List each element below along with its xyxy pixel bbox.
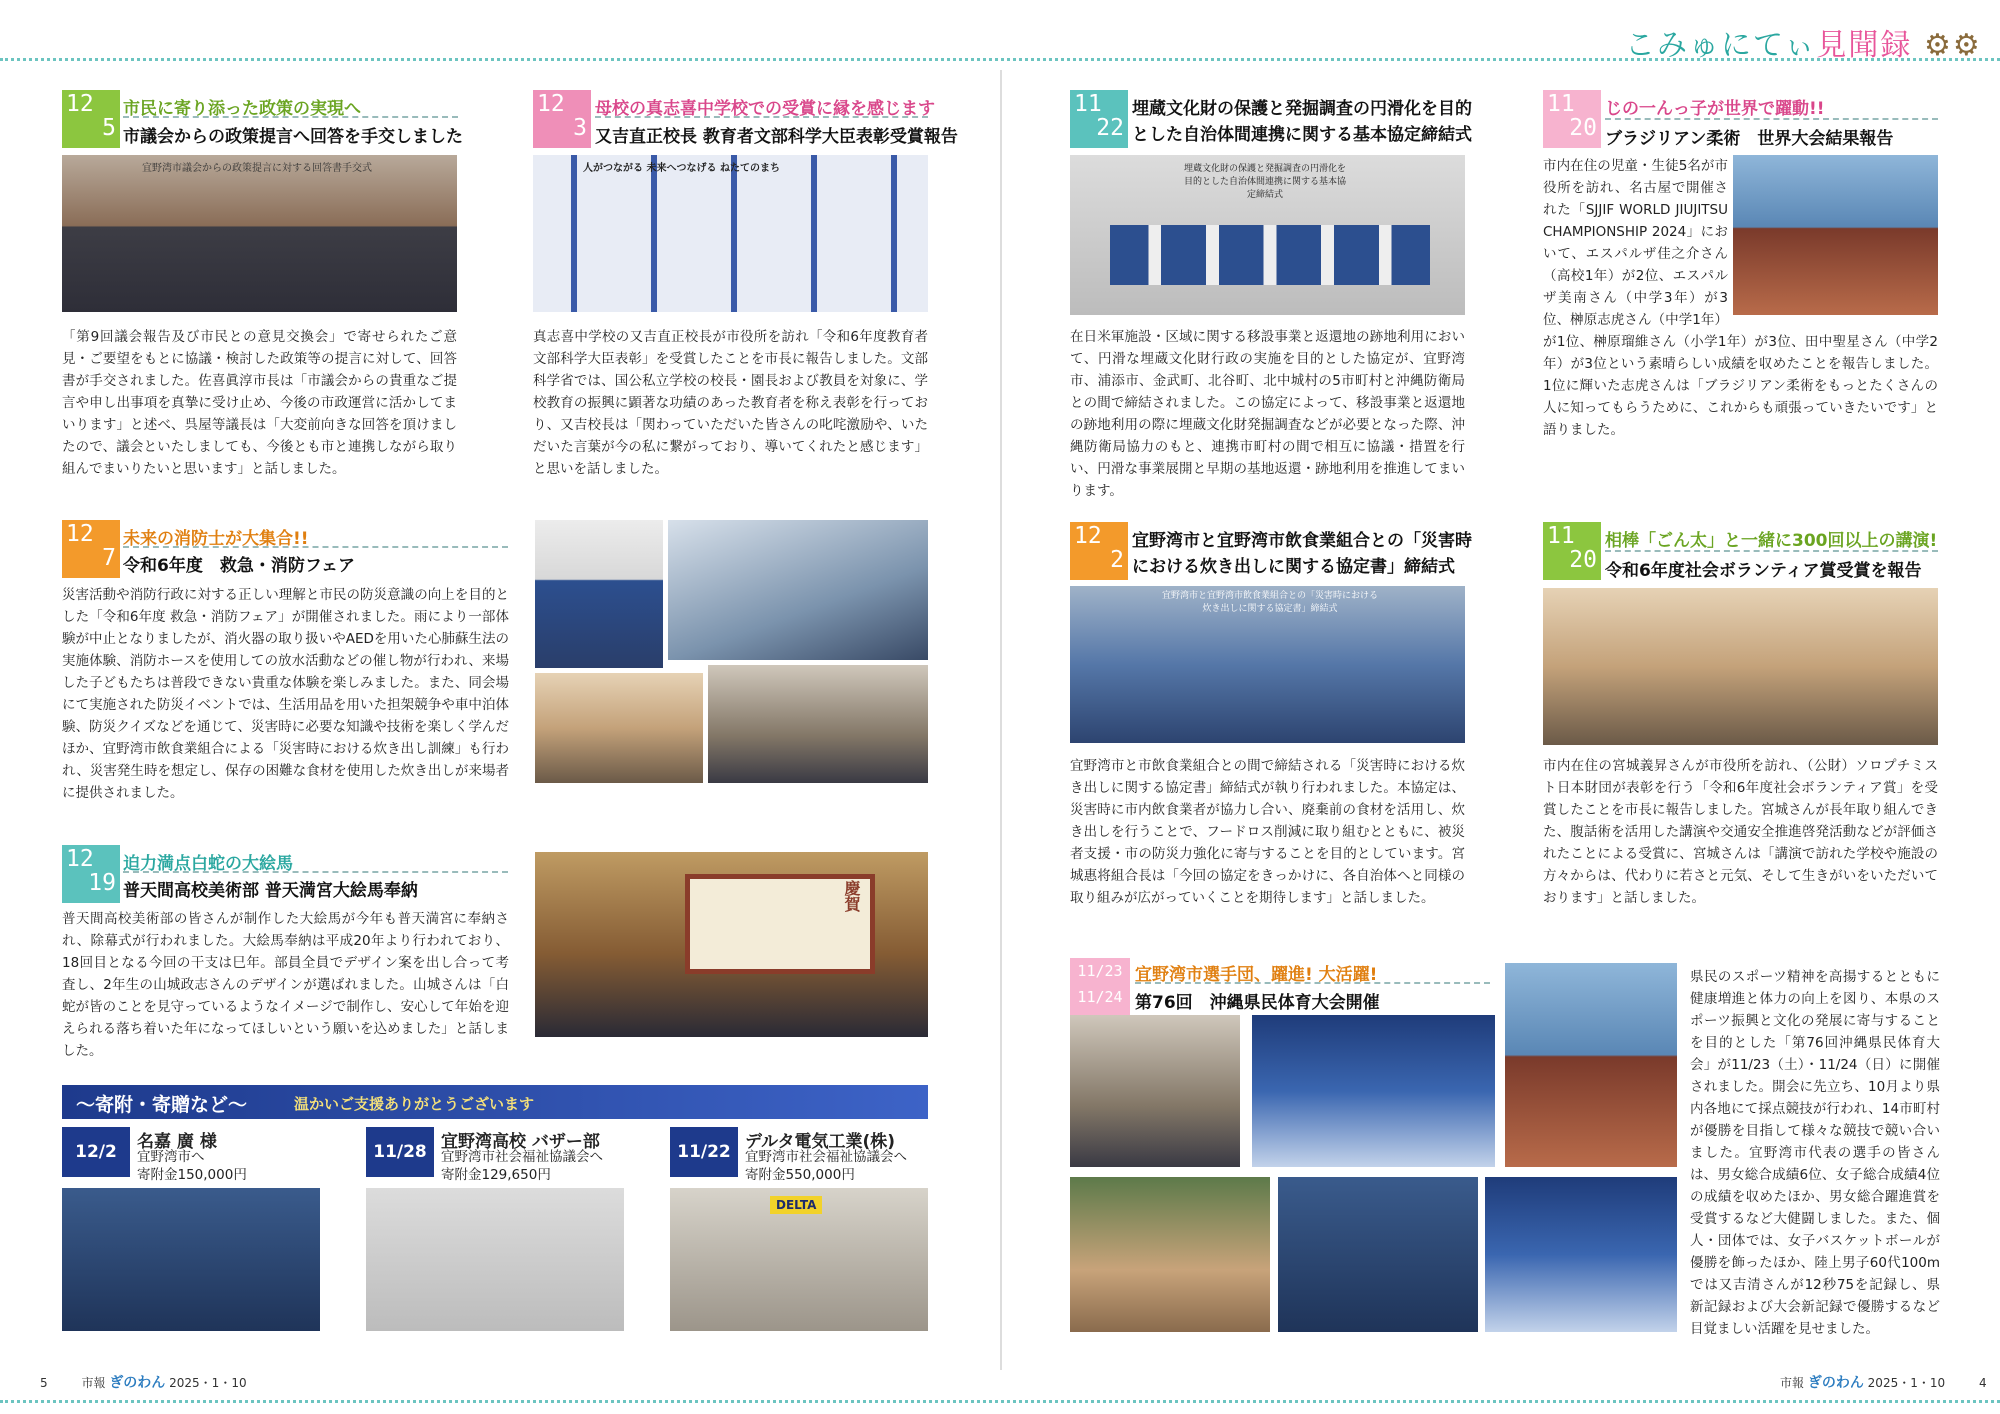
article-subhead: 令和6年度 救急・消防フェア [123,556,355,576]
article-photo: 宜野湾市議会からの政策提言に対する回答書手交式 [62,155,457,312]
donation-banner: ～寄附・寄贈など～ 温かいご支援ありがとうございます [62,1085,928,1119]
photo-athlete-certificate [1505,963,1677,1167]
photo-basketball-team [1252,1015,1495,1167]
photo-sumo [1070,1177,1270,1332]
bottom-divider [0,1400,2000,1403]
article-headline: 迫力満点白蛇の大絵馬 [123,854,293,874]
donation-photo [62,1188,320,1331]
photo-ema: 慶賀 [535,852,928,1037]
donation-date: 12/2 [62,1127,130,1177]
article-subhead: 市議会からの政策提言へ回答を手交しました [123,127,463,147]
article-headline: 未来の消防士が大集合!! [123,529,309,549]
article-photo: 宜野湾市と宜野湾市飲食業組合との「災害時における炊き出しに関する協定書」締結式 [1070,586,1465,743]
article-headline: 埋蔵文化財の保護と発掘調査の円滑化を目的 [1132,99,1472,119]
article-headline: 相棒「ごん太」と一緒に300回以上の講演! [1605,531,1938,551]
article-subhead: とした自治体間連携に関する基本協定締結式 [1132,125,1472,145]
article-body: 「第9回議会報告及び市民との意見交換会」で寄せられたご意見・ご要望をもとに協議・検討した政策等の提言に対して、回答書が手交されました。佐喜眞淳市長は「市議会からの貴重なご提言や申し出事項を真摯に受け止め、今後の市政運営に活かしてまいります」と述べ、呉屋等議長は「大変前向きな回答を頂けましたので、議会といたしましても、今後とも市と連携しながら取り組んでまいりたいと思います」と話しました。 [62,329,457,477]
article-photo: 埋蔵文化財の保護と発掘調査の円滑化を目的とした自治体間連携に関する基本協定締結式 [1070,155,1465,315]
article-subhead: 第76回 沖縄県民体育大会開催 [1135,993,1380,1013]
date-badge: 12 19 [62,845,120,903]
article-body: 普天間高校美術部の皆さんが制作した大絵馬が今年も普天満宮に奉納され、除幕式が行われました。大絵馬奉納は平成20年より行われており、18回目となる今回の干支は巳年。部員全員でデザイン案を出し合って考査し、2年生の山城政志さんのデザインが選ばれました。山城さんは「白蛇が皆のことを見守っているようなイメージで制作し、安心して年始を迎えられる落ち着いた年になってほしいという願いを込めました」と話しました。 [62,911,509,1059]
article-subhead: ブラジリアン柔術 世界大会結果報告 [1605,129,1894,149]
donation-photo [366,1188,624,1331]
article-headline: 市民に寄り添った政策の実現へ [123,99,361,119]
article-body: 真志喜中学校の又吉直正校長が市役所を訪れ「令和6年度教育者文部科学大臣表彰」を受賞したことを市長に報告しました。文部科学省では、国公私立学校の校長・園長および教員を対象に、学校教育の振興に顕著な功績のあった教育者を称え表彰を行っており、又吉校長は「関わっていただいた皆さんの叱咤激励や、いただいた言葉が今の私に繋がっており、導いてくれたと感じます」と思いを話しました。 [533,329,928,477]
date-badge: 11/23 11/24 [1070,958,1130,1016]
section-title: こみゅにてぃ見聞録 ⚙⚙ [1625,28,1982,63]
donor-name: デルタ電気工業(株) [745,1132,896,1152]
photo-fire-hose [535,520,663,668]
donor-name: 名嘉 廣 様 [137,1132,217,1152]
article-headline: 母校の真志喜中学校での受賞に縁を感じます [595,99,935,119]
article-subhead: における炊き出しに関する協定書」締結式 [1132,557,1455,577]
donor-name: 宜野湾高校 バザー部 [441,1132,600,1152]
footer-left: 5 市報 ぎのわん 2025・1・10 [40,1375,247,1391]
donation-recipient: 宜野湾市へ [137,1149,205,1165]
photo-cooking [535,673,703,783]
article-body: 県民のスポーツ精神を高揚するとともに健康増進と体力の向上を図り、本県のスポーツ振興と文化の発展に寄与することを目的とした「第76回沖縄県民体育大会」が11/23（土）・11/24（日）に開催されました。開会に先立ち、10月より県内各地にて採点競技が行われ、14市町村が優勝を目指して様々な競技で競い合いました。宜野湾市代表の選手の皆さんは、男女総合成績6位、女子総合成績4位の成績を収めたほか、男女総合躍進賞を受賞するなど大健闘しました。また、個人・団体では、女子バスケットボールが優勝を飾ったほか、陸上男子60代100mでは又吉清さんが12秒75を記録し、県新記録および大会新記録で優勝するなど目覚ましい活躍を見せました。 [1690,969,1940,1337]
article-body: 在日米軍施設・区域に関する移設事業と返還地の跡地利用において、円滑な埋蔵文化財行政の実施を目的とした協定が、宜野湾市、浦添市、金武町、北谷町、北中城村の5市町村と沖縄防衛局との間で締結されました。この協定によって、移設事業と返還地の跡地利用の際に埋蔵文化財発掘調査などが必要となった際、沖縄防衛局協力のもと、連携市町村の間で相互に協議・措置を行い、円滑な事業展開と早期の基地返還・跡地利用を推進してまいります。 [1070,329,1465,499]
donation-amount: 寄附金150,000円 [137,1167,247,1183]
article-headline: 宜野湾市選手団、躍進! 大活躍! [1135,965,1378,985]
date-badge: 12 2 [1070,522,1128,580]
article-subhead: 普天間高校美術部 普天満宮大絵馬奉納 [123,881,418,901]
article-body: 市内在住の宮城義昇さんが市役所を訪れ、（公財）ソロプチミスト日本財団が表彰を行う「令和6年度社会ボランティア賞」を受賞したことを市長に報告しました。宮城さんが長年取り組んできた、腹話術を活用した講演や交通安全推進啓発活動などが評価されたことによる受賞に、宮城さんは「講演で訪れた学校や施設の方々からは、代わりに若さと元気、そして生きがいをいただいております」と話しました。 [1543,758,1938,906]
article-photo [1543,588,1938,745]
photo-volleyball [1070,1015,1240,1167]
donation-date: 11/28 [366,1127,434,1177]
date-badge: 11 22 [1070,90,1128,148]
donation-amount: 寄附金550,000円 [745,1167,855,1183]
photo-cpr [708,665,928,783]
article-headline: じの一んっ子が世界で躍動!! [1605,99,1825,119]
photo-table-tennis [1278,1177,1478,1332]
donation-amount: 寄附金129,650円 [441,1167,551,1183]
article-body: 宜野湾市と市飲食業組合との間で締結される「災害時における炊き出しに関する協定書」締結式が執り行われました。本協定は、災害時に市内飲食業者が協力し合い、廃棄前の食材を活用し、炊き出しを行うことで、フードロス削減に取り組むとともに、被災者支援・市の防災力強化に寄与することを目的としています。宮城惠将組合長は「今回の協定をきっかけに、各自治体へと同様の取り組みが広がっていくことを期待します」と話しました。 [1070,758,1465,906]
page-gutter [1000,70,1002,1370]
donation-recipient: 宜野湾市社会福祉協議会へ [745,1149,907,1165]
article-photo: 人がつながる 未来へつなげる ねたてのまち [533,155,928,312]
article-body: 市内在住の児童・生徒5名が市役所を訪れ、名古屋で開催された「SJJIF WORLD JIUJITSU CHAMPIONSHIP 2024」において、エスパルザ佳之介さん（高校1年）が2位、エスパルザ美南さん（中学3年）が3位、榊原志虎さん（中学1年）が1位、榊原瑠維さん（小学1年）が3位、田中聖星さん（中学2年）が3位という素晴らしい成績を収めたことを報告しました。1位に輝いた志虎さんは「ブラジリアン柔術をもっとたくさんの人に知ってもらうために、これからも頑張っていきたいです」と語りました。 [1543,158,1938,438]
article-body: 災害活動や消防行政に対する正しい理解と市民の防災意識の向上を目的とした「令和6年度 救急・消防フェア」が開催されました。雨により一部体験が中止となりましたが、消火器の取り扱いやAEDを用いた心肺蘇生法の実施体験、消防ホースを使用しての放水活動などの催し物が行われ、来場した子どもたちは普段できない貴重な体験を楽しみました。また、同会場にて実施された防災イベントでは、生活用品を用いた担架競争や車中泊体験、防災クイズなどを通じて、災害時に必要な知識や技術を楽しく学んだほか、宜野湾市飲食業組合による「災害時における炊き出し訓練」も行われ、災害発生時を想定し、保存の困難な食材を使用した炊き出しが来場者に提供されました。 [62,587,509,801]
donation-photo: DELTA [670,1188,928,1331]
date-badge: 12 5 [62,90,120,148]
date-badge: 12 7 [62,520,120,578]
donation-date: 11/22 [670,1127,738,1177]
date-badge: 11 20 [1543,90,1601,148]
photo-extinguisher [668,520,928,660]
footer-right: 市報 ぎのわん 2025・1・10 4 [1780,1375,1987,1391]
donation-recipient: 宜野湾市社会福祉協議会へ [441,1149,603,1165]
article-headline: 宜野湾市と宜野湾市飲食業組合との「災害時 [1132,531,1472,551]
date-badge: 11 20 [1543,522,1601,580]
article-subhead: 令和6年度社会ボランティア賞受賞を報告 [1605,561,1922,581]
article-subhead: 又吉直正校長 教育者文部科学大臣表彰受賞報告 [595,127,958,147]
bicycle-icon: ⚙⚙ [1923,28,1982,63]
date-badge: 12 3 [533,90,591,148]
photo-karate [1485,1177,1677,1332]
